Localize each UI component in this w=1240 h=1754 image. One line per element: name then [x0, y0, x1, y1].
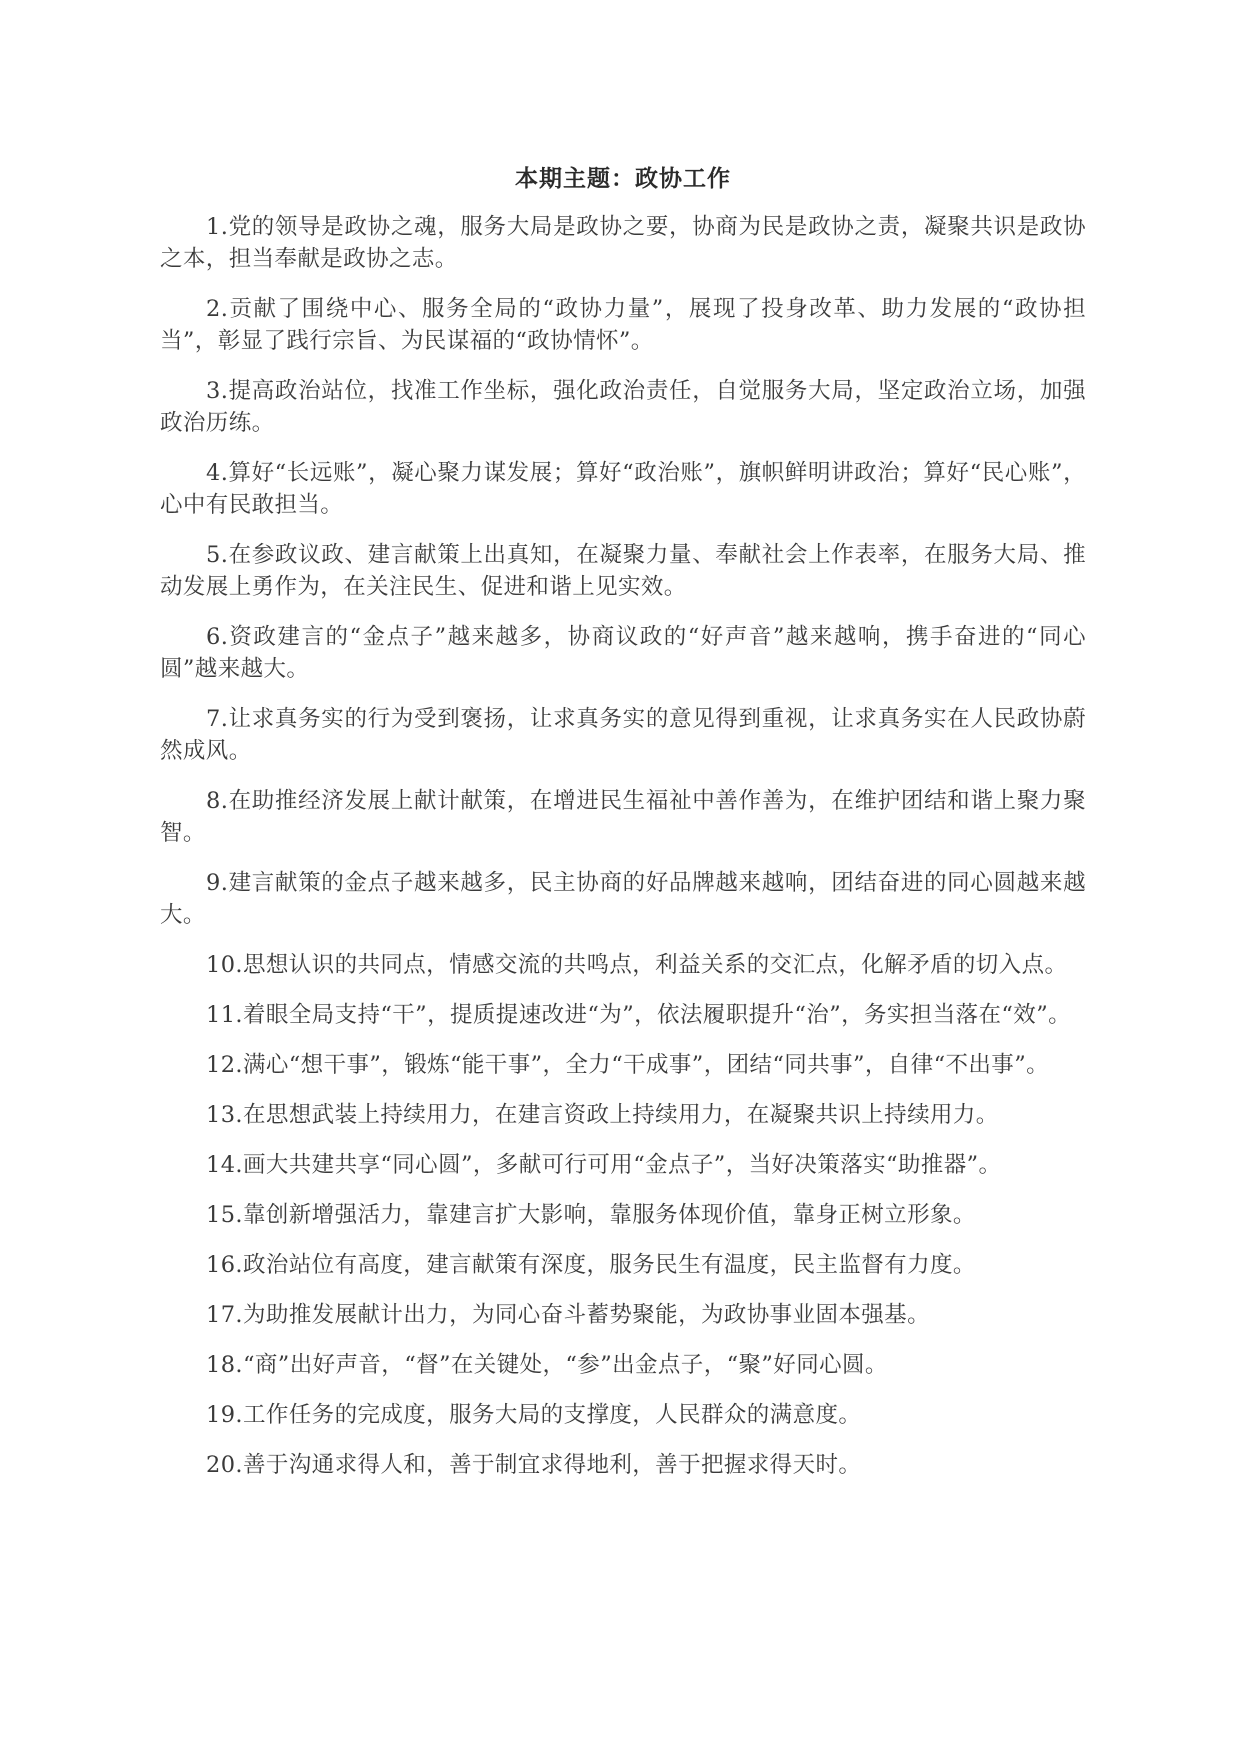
document-page	[160, 150, 1086, 1499]
list-item	[160, 1299, 1086, 1331]
list-item	[160, 1149, 1086, 1181]
item-number: 20.	[206, 1452, 243, 1478]
list-item	[160, 1349, 1086, 1381]
item-number: 1.	[206, 214, 229, 240]
list-item	[160, 867, 1086, 931]
item-text: 思想认识的共同点，情感交流的共鸣点，利益关系的交汇点，化解矛盾的切入点。	[242, 952, 1068, 978]
list-item	[160, 1199, 1086, 1231]
list-item	[160, 457, 1086, 521]
item-text: 建言献策的金点子越来越多，民主协商的好品牌越来越响，团结奋进的同心圆越来越大。	[160, 870, 1086, 928]
item-text: 善于沟通求得人和，善于制宜求得地利，善于把握求得天时。	[242, 1452, 862, 1478]
item-text: 让求真务实的行为受到褒扬，让求真务实的意见得到重视，让求真务实在人民政协蔚然成风。	[160, 706, 1086, 764]
list-item	[160, 1099, 1086, 1131]
item-number: 3.	[206, 378, 229, 404]
list-item	[160, 1399, 1086, 1431]
list-item	[160, 999, 1086, 1031]
list-item	[160, 293, 1086, 357]
list-item	[160, 785, 1086, 849]
item-text: 贡献了围绕中心、服务全局的“政协力量”，展现了投身改革、助力发展的“政协担当”，彰显了践行宗旨、为民谋福的“政协情怀”。	[160, 296, 1086, 354]
item-text: 画大共建共享“同心圆”，多献可行可用“金点子”，当好决策落实“助推器”。	[242, 1152, 1002, 1178]
item-text: 为助推发展献计出力，为同心奋斗蓄势聚能，为政协事业固本强基。	[242, 1302, 930, 1328]
list-item	[160, 539, 1086, 603]
item-text: 在助推经济发展上献计献策，在增进民生福祉中善作善为，在维护团结和谐上聚力聚智。	[160, 788, 1086, 846]
item-number: 15.	[206, 1202, 243, 1228]
item-number: 18.	[206, 1352, 243, 1378]
item-text: 着眼全局支持“干”，提质提速改进“为”，依法履职提升“治”，务实担当落在“效”。	[242, 1002, 1072, 1028]
page-title: 本期主题：政协工作	[515, 165, 731, 192]
item-number: 13.	[206, 1102, 243, 1128]
item-number: 16.	[206, 1252, 243, 1278]
list-item	[160, 1249, 1086, 1281]
item-number: 17.	[206, 1302, 243, 1328]
item-number: 5.	[206, 542, 229, 568]
item-number: 9.	[206, 870, 229, 896]
list-item	[160, 621, 1086, 685]
item-number: 7.	[206, 706, 229, 732]
item-list	[160, 211, 1086, 1481]
item-text: “商”出好声音，“督”在关键处，“参”出金点子，“聚”好同心圆。	[242, 1352, 888, 1378]
item-text: 算好“长远账”，凝心聚力谋发展；算好“政治账”，旗帜鲜明讲政治；算好“民心账”，心中有民敢担当。	[160, 460, 1086, 518]
item-number: 4.	[206, 460, 229, 486]
item-number: 6.	[206, 624, 229, 650]
list-item	[160, 211, 1086, 275]
item-number: 2.	[206, 296, 229, 322]
item-text: 靠创新增强活力，靠建言扩大影响，靠服务体现价值，靠身正树立形象。	[242, 1202, 976, 1228]
list-item	[160, 375, 1086, 439]
item-text: 工作任务的完成度，服务大局的支撑度，人民群众的满意度。	[242, 1402, 862, 1428]
item-text: 在参政议政、建言献策上出真知，在凝聚力量、奉献社会上作表率，在服务大局、推动发展上勇作为，在关注民生、促进和谐上见实效。	[160, 542, 1086, 600]
item-number: 14.	[206, 1152, 243, 1178]
item-text: 提高政治站位，找准工作坐标，强化政治责任，自觉服务大局，坚定政治立场，加强政治历练。	[160, 378, 1086, 436]
item-text: 资政建言的“金点子”越来越多，协商议政的“好声音”越来越响，携手奋进的“同心圆”越来越大。	[160, 624, 1086, 682]
list-item	[160, 1049, 1086, 1081]
list-item	[160, 703, 1086, 767]
item-number: 12.	[206, 1052, 243, 1078]
item-text: 政治站位有高度，建言献策有深度，服务民生有温度，民主监督有力度。	[242, 1252, 976, 1278]
item-number: 10.	[206, 952, 243, 978]
item-text: 党的领导是政协之魂，服务大局是政协之要，协商为民是政协之责，凝聚共识是政协之本，担当奉献是政协之志。	[160, 214, 1086, 272]
item-number: 8.	[206, 788, 229, 814]
item-number: 19.	[206, 1402, 243, 1428]
item-text: 在思想武装上持续用力，在建言资政上持续用力，在凝聚共识上持续用力。	[242, 1102, 999, 1128]
list-item	[160, 949, 1086, 981]
list-item	[160, 1449, 1086, 1481]
item-number: 11.	[206, 1002, 243, 1028]
item-text: 满心“想干事”，锻炼“能干事”，全力“干成事”，团结“同共事”，自律“不出事”。	[242, 1052, 1050, 1078]
